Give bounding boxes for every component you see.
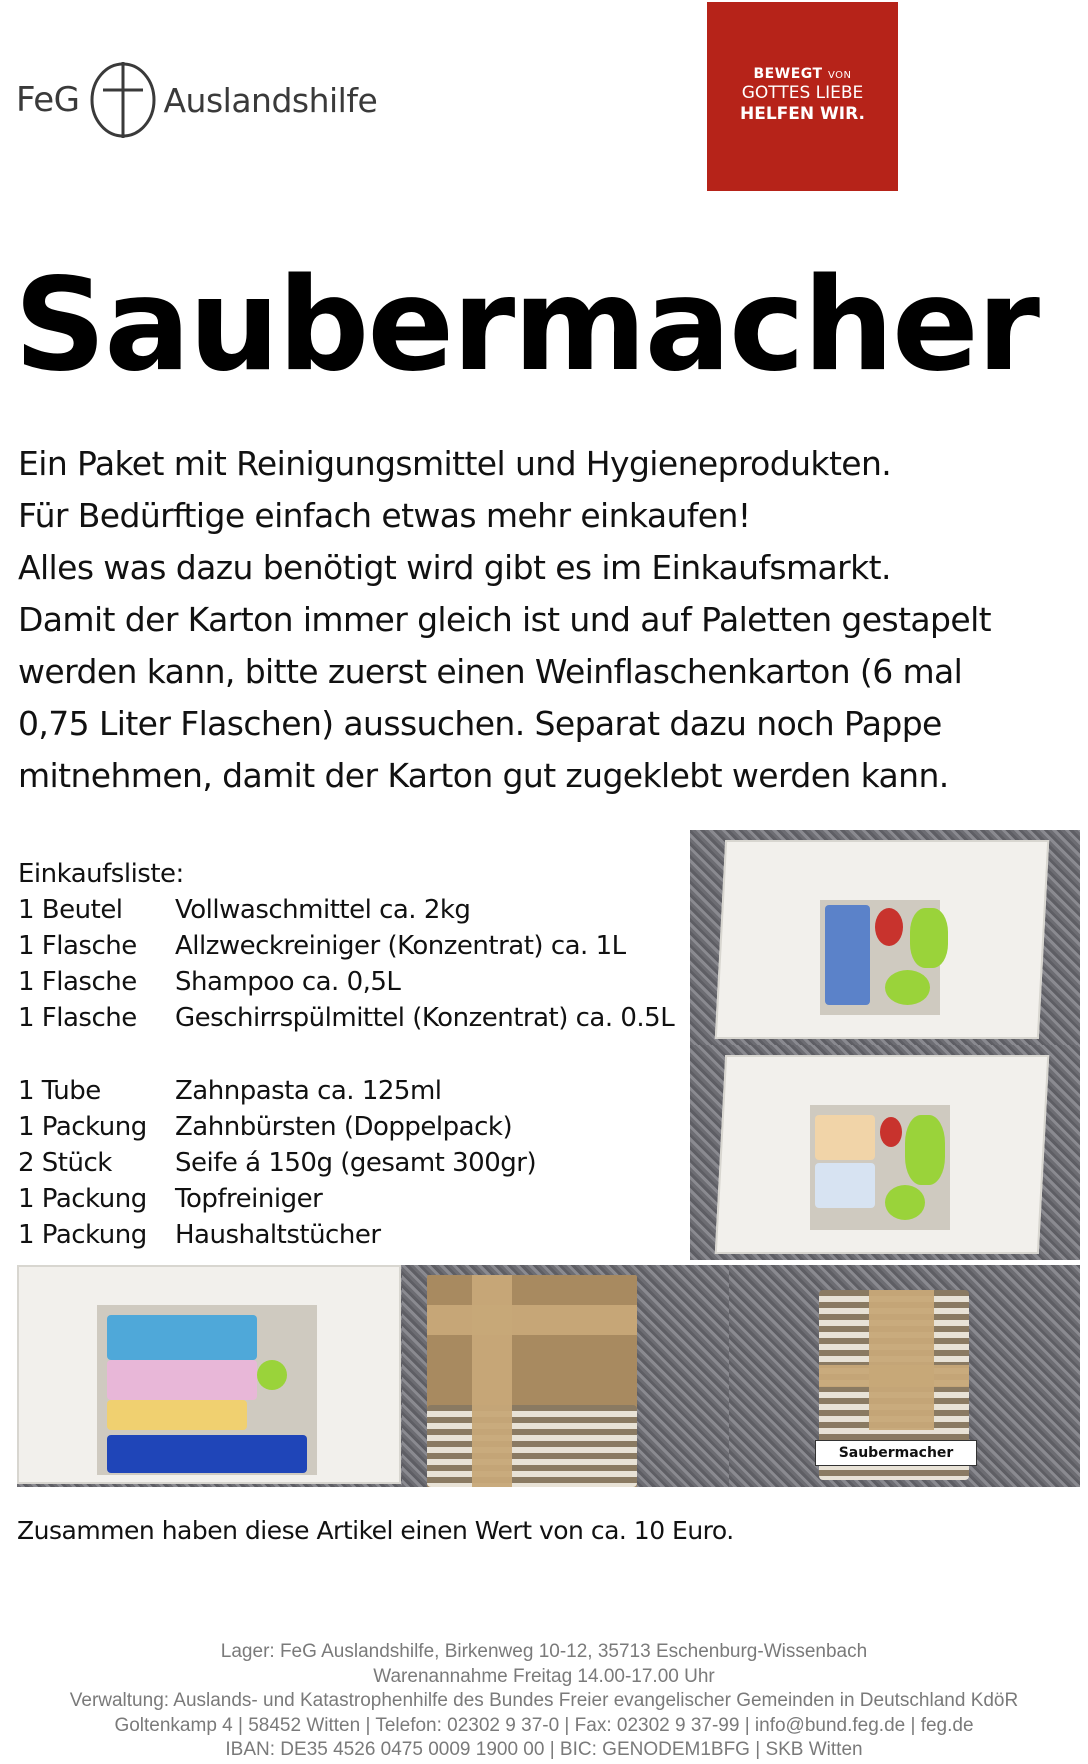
list-product: Allzweckreiniger (Konzentrat) ca. 1L bbox=[175, 931, 626, 961]
photo-box-step2 bbox=[690, 1045, 1080, 1260]
footer-line: Goltenkamp 4 | 58452 Witten | Telefon: 02302 9 37-0 | Fax: 02302 9 37-99 | info@bund.feg.de | feg.de bbox=[114, 1714, 974, 1736]
badge-line3: HELFEN WIR. bbox=[740, 104, 865, 124]
list-item bbox=[18, 964, 674, 1000]
list-product: Vollwaschmittel ca. 2kg bbox=[175, 895, 471, 925]
list-item bbox=[18, 1181, 674, 1217]
intro-line: Alles was dazu benötigt wird gibt es im Einkaufsmarkt. bbox=[18, 548, 891, 587]
badge-line1: BEWEGT bbox=[753, 66, 823, 82]
list-product: Seife á 150g (gesamt 300gr) bbox=[175, 1148, 537, 1178]
list-qty: 1 Beutel bbox=[18, 895, 123, 925]
intro-line: Ein Paket mit Reinigungsmittel und Hygieneprodukten. bbox=[18, 444, 892, 483]
list-product: Haushaltstücher bbox=[175, 1220, 381, 1250]
slogan-badge bbox=[707, 2, 898, 191]
logo-feg-text: FeG bbox=[16, 80, 80, 120]
intro-text bbox=[18, 438, 1078, 802]
list-item bbox=[18, 892, 674, 928]
page-title: Saubermacher bbox=[14, 251, 1038, 400]
list-item bbox=[18, 928, 674, 964]
footer-line: Warenannahme Freitag 14.00-17.00 Uhr bbox=[373, 1665, 715, 1687]
list-qty: 1 Packung bbox=[18, 1112, 147, 1142]
list-item bbox=[18, 1073, 674, 1109]
list-qty: 1 Tube bbox=[18, 1076, 101, 1106]
intro-line: mitnehmen, damit der Karton gut zugeklebt werden kann. bbox=[18, 756, 949, 795]
list-item bbox=[18, 1000, 674, 1036]
photo-box-labeled bbox=[729, 1265, 1080, 1487]
list-product: Topfreiniger bbox=[175, 1184, 323, 1214]
list-item bbox=[18, 1145, 674, 1181]
shopping-list-heading: Einkaufsliste: bbox=[18, 859, 184, 889]
total-value-text: Zusammen haben diese Artikel einen Wert von ca. 10 Euro. bbox=[17, 1516, 734, 1545]
list-qty: 1 Flasche bbox=[18, 1003, 137, 1033]
photo-box-taped bbox=[402, 1265, 729, 1487]
list-qty: 1 Flasche bbox=[18, 931, 137, 961]
list-qty: 1 Flasche bbox=[18, 967, 137, 997]
badge-line2: GOTTES LIEBE bbox=[741, 83, 864, 103]
footer-line: Verwaltung: Auslands- und Katastrophenhilfe des Bundes Freier evangelischer Gemeinden in Deutschland KdöR bbox=[69, 1690, 1019, 1711]
box-label: Saubermacher bbox=[815, 1440, 977, 1466]
cross-icon bbox=[89, 60, 157, 140]
list-product: Geschirrspülmittel (Konzentrat) ca. 0.5L bbox=[175, 1003, 675, 1033]
footer bbox=[0, 1640, 1088, 1763]
list-item bbox=[18, 1109, 674, 1145]
photo-box-step3 bbox=[17, 1265, 402, 1487]
logo-name-text: Auslandshilfe bbox=[163, 80, 378, 120]
list-product: Zahnpasta ca. 125ml bbox=[175, 1076, 442, 1106]
intro-line: Damit der Karton immer gleich ist und auf Paletten gestapelt bbox=[18, 600, 991, 639]
list-qty: 1 Packung bbox=[18, 1220, 147, 1250]
footer-line: Lager: FeG Auslandshilfe, Birkenweg 10-12, 35713 Eschenburg-Wissenbach bbox=[220, 1641, 868, 1662]
shopping-list bbox=[18, 856, 674, 1253]
intro-line: Für Bedürftige einfach etwas mehr einkaufen! bbox=[18, 496, 751, 535]
intro-line: 0,75 Liter Flaschen) aussuchen. Separat dazu noch Pappe bbox=[18, 704, 942, 743]
intro-line: werden kann, bitte zuerst einen Weinflaschenkarton (6 mal bbox=[18, 652, 963, 691]
list-product: Zahnbürsten (Doppelpack) bbox=[175, 1112, 513, 1142]
list-qty: 1 Packung bbox=[18, 1184, 147, 1214]
photo-box-step1 bbox=[690, 830, 1080, 1045]
list-product: Shampoo ca. 0,5L bbox=[175, 967, 401, 997]
footer-line: IBAN: DE35 4526 0475 0009 1900 00 | BIC: GENODEM1BFG | SKB Witten bbox=[225, 1739, 863, 1760]
feg-logo bbox=[16, 60, 377, 140]
badge-line1-small: VON bbox=[827, 70, 852, 81]
list-qty: 2 Stück bbox=[18, 1148, 112, 1178]
list-item bbox=[18, 1217, 674, 1253]
